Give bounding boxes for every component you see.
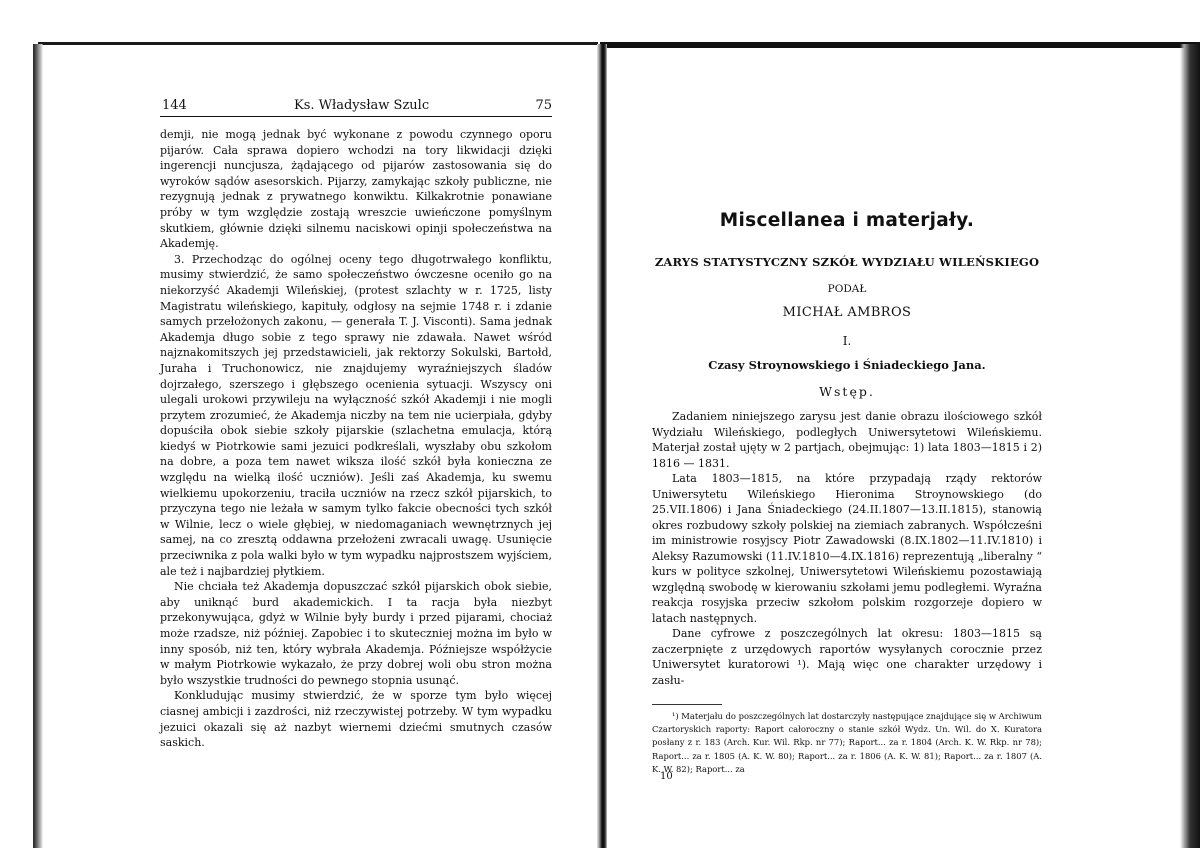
running-head [160, 98, 552, 117]
left-paragraph: Konkludując musimy stwierdzić, że w sporze tym było więcej ciasnej ambicji i zazdrości, niż rzeczywistej potrzeby. W tym wypadku jezuici okazali się aż nazbyt wiernemi dziećmi smutnych czasów saskich. [160, 689, 552, 750]
left-page-edge [33, 44, 43, 848]
footnote-rule [652, 704, 722, 705]
byline-label: PODAŁ [827, 283, 867, 295]
author-name: MICHAŁ AMBROS [782, 305, 912, 320]
running-title: Ks. Władysław Szulc [294, 98, 430, 113]
footnote: ¹) Materjału do poszczególnych lat dostarczyły następujące znajdujące się w Archiwum Czartoryskich raporty: Raport całoroczny o stanie szkół Wydz. Un. Wil. do X. Kuratora posłany z r. 183 (Arch. Kur. Wil. Rkp. nr 77); Raport... za r. 1804 (Arch. K. W. Rkp. nr 78); Raport... za r. 1805 (A. K. W. 80); Raport... za r. 1806 (A. K. W. 81); Raport... za r. 1807 (A. K. W. 82); Raport... za [652, 711, 1042, 774]
left-body-text [160, 127, 552, 751]
intro-heading: Wstęp. [819, 384, 875, 399]
page-number: 144 [162, 98, 187, 113]
right-paragraph: Dane cyfrowe z poszczególnych lat okresu: 1803—1815 są zaczerpnięte z urzędowych raportów wysyłanych corocznie przez Uniwersytet kuratorowi ¹). Mają więc one charakter urzędowy i zasłu- [652, 627, 1042, 687]
article-title: ZARYS STATYSTYCZNY SZKÓŁ WYDZIAŁU WILEŃSKIEGO [654, 255, 1040, 269]
right-body-text [652, 409, 1042, 688]
left-paragraph: demji, nie mogą jednak być wykonane z powodu czynnego oporu pijarów. Cała sprawa dopiero wchodzi na tory likwidacji dzięki ingerencji nuncjusza, żądającego od pijarów zastosowania się do wyroków sądów asesorskich. Pijarzy, zamykając szkoły publiczne, nie rezygnują jednak z prywatnego konwiktu. Kilkakrotnie ponawiane próby w tym względzie zostają wreszcie uwieńczone pomyślnym skutkiem, głównie dzięki silnemu naciskowi opinji społeczeństwa na Akademję. [160, 128, 552, 251]
printer-signature: 10 [660, 771, 673, 782]
scan-top-bar-right [600, 42, 1200, 48]
right-page [652, 210, 1042, 776]
right-paragraph: Zadaniem niniejszego zarysu jest danie obrazu ilościowego szkół Wydziału Wileńskiego, podległych Uniwersytetowi Wileńskiemu. Materjał został ujęty w 2 partjach, obejmując: 1) lata 1803—1815 i 2) 1816 — 1831. [652, 410, 1042, 470]
chapter-subtitle: Czasy Stroynowskiego i Śniadeckiego Jana. [708, 358, 986, 372]
section-title: Miscellanea i materjały. [719, 210, 975, 231]
left-page [160, 98, 552, 751]
right-page-edge [1180, 44, 1200, 848]
scan-top-bar-left [38, 42, 598, 45]
part-number: I. [842, 334, 852, 348]
book-spine [597, 44, 607, 848]
right-paragraph: Lata 1803—1815, na które przypadają rządy rektorów Uniwersytetu Wileńskiego Hieronima Stroynowskiego (do 25.VII.1806) i Jana Śniadeckiego (24.II.1807—13.II.1815), stanowią okres rozbudowy szkoły polskiej na ziemiach zabranych. Współcześni im ministrowie rosyjscy Piotr Zawadowski (8.IX.1802—11.IV.1810) i Aleksy Razumowski (11.IV.1810—4.IX.1816) reprezentują „liberalny “ kurs w polityce szkolnej, Uniwersytetowi Wileńskiemu pozostawiają względną swobodę w kierowaniu szkołami jemu podległemi. Wyraźna reakcja rosyjska przeciw szkołom polskim rozgorzeje dopiero w latach następnych. [652, 472, 1042, 625]
left-paragraph: 3. Przechodząc do ogólnej oceny tego długotrwałego konfliktu, musimy stwierdzić, że samo społeczeństwo ówczesne oceniło go na niekorzyść Akademji Wileńskiej, (protest szlachty w r. 1725, listy Magistratu wileńskiego, kapituły, odgłosy na sejmie 1748 r. i zdanie samych przełożonych zakonu, — generała T. J. Visconti). Sama jednak Akademja długo sobie z tego sprawy nie zdawała. Nawet wśród najznakomitszych jej przedstawicieli, jak rektorzy Sokulski, Bartołd, Juraha i Truchonowicz, nie znajdujemy wyraźniejszych śladów dojrzałego, szerszego i głębszego ocenienia sytuacji. Wszyscy oni ulegali urokowi przywileju na wyłączność szkół Akademji i nie mogli przytem zrozumieć, że Akademja niczby na tem nie ucierpiała, gdyby dopuściła obok siebie szkoły pijarskie (szlachetna emulacja, którą kiedyś w Piotrkowie sami jezuici podkreślali, wyszłaby obu szkołom na dobre, a poza tem nawet wiksza ilość szkół była konieczna ze względu na wielką ilość uczniów). Jeśli zaś Akademja, ku swemu wielkiemu upokorzeniu, traciła uczniów na rzecz szkół pijarskich, to przyczyna tego nie leżała w samym tylko fakcie obecności tych szkół w Wilnie, lecz o wiele głębiej, w niedomaganiach wewnętrznych jej samej, na co zresztą oddawna przełożeni zwracali uwagę. Usunięcie przeciwnika z pola walki było w tym wypadku najprostszem wyjściem, ale też i najbardziej płytkiem. [160, 252, 552, 578]
secondary-page-number: 75 [535, 98, 552, 113]
left-paragraph: Nie chciała też Akademja dopuszczać szkół pijarskich obok siebie, aby uniknąć burd akademickich. I ta racja była niezbyt przekonywująca, gdyż w Wilnie były burdy i przed pijarami, chociaż może rzadsze, niż później. Zapobiec i to skuteczniej można im było w inny sposób, niż ten, który wybrała Akademja. Późniejsze współżycie w małym Piotrkowie wykazało, że przy dobrej woli obu stron można było wszystkie trudności do pewnego stopnia usunąć. [160, 580, 552, 687]
